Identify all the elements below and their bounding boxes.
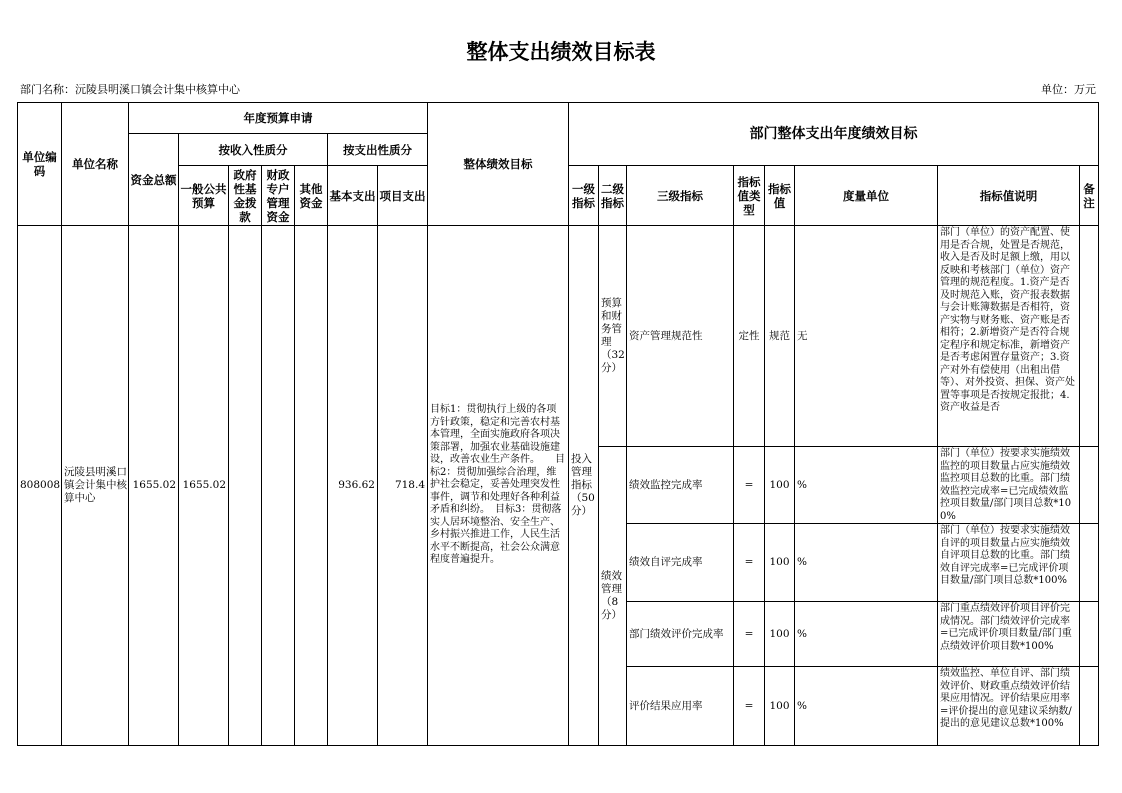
header-indicator-value: 指标值 [765, 166, 795, 226]
header-level1: 一级指标 [569, 166, 599, 226]
header-annual-budget: 年度预算申请 [129, 103, 428, 134]
measure-unit-cell: % [795, 524, 938, 602]
header-other-funds: 其他资金 [295, 166, 328, 226]
header-total-funds: 资金总额 [129, 134, 179, 226]
indicator-value-cell: 100 [765, 602, 795, 667]
value-desc-cell: 部门（单位）的资产配置、使用是否合规，处置是否规范，收入是否及时足额上缴，用以反映和考核部门（单位）资产管理的规范程度。1.资产是否及时规范入账，资产报表数据与会计账簿数据是否相符，资产实物与财务账、资产账是否相符；2.新增资产是否符合规定程序和规定标准，新增资产是否考虑闲置存量资产；3.资产对外有偿使用（出租出借等）、对外投资、担保、资产处置等事项是否按规定报批；4.资产收益是否 [940, 227, 1075, 413]
indicator-type-cell: 定性 [734, 226, 765, 447]
project-expense-cell: 718.4 [378, 226, 428, 746]
indicator-value-cell: 100 [765, 524, 795, 602]
level3-cell: 评价结果应用率 [627, 667, 734, 746]
value-desc-cell: 部门（单位）按要求实施绩效自评的项目数量占应实施绩效自评项目总数的比重。部门绩效自评完成率=已完成评价项目数量/部门项目总数*100% [940, 525, 1070, 586]
value-desc-cell: 部门（单位）按要求实施绩效监控的项目数量占应实施绩效监控项目总数的比重。部门绩效监控完成率=已完成绩效监控项目数量/部门项目总数*100% [940, 448, 1072, 522]
general-budget-cell: 1655.02 [179, 226, 229, 746]
unit-code-cell: 808008 [18, 226, 62, 746]
header-finance-special: 财政专户管理资金 [262, 166, 295, 226]
header-value-desc: 指标值说明 [938, 166, 1080, 226]
performance-target-table [17, 102, 1099, 746]
header-unit-name: 单位名称 [62, 103, 129, 226]
indicator-type-cell: = [734, 602, 765, 667]
page-title: 整体支出绩效目标表 [466, 40, 656, 64]
header-dept-goal: 部门整体支出年度绩效目标 [569, 103, 1099, 166]
basic-expense-cell: 936.62 [328, 226, 378, 746]
remark-cell [1080, 667, 1099, 746]
level1-cell: 投入管理指标（50分） [569, 226, 599, 746]
header-basic-expense: 基本支出 [328, 166, 378, 226]
value-desc-cell: 绩效监控、单位自评、部门绩效评价、财政重点绩效评价结果应用情况。评价结果应用率=评价提出的意见建议采纳数/提出的意见建议总数*100% [940, 668, 1072, 729]
header-by-income: 按收入性质分 [179, 134, 328, 166]
header-level2: 二级指标 [599, 166, 627, 226]
indicator-type-cell: = [734, 667, 765, 746]
other-funds-cell [295, 226, 328, 746]
level3-cell: 绩效自评完成率 [627, 524, 734, 602]
gov-fund-cell [229, 226, 262, 746]
header-by-expense: 按支出性质分 [328, 134, 428, 166]
total-funds-cell: 1655.02 [129, 226, 179, 746]
header-indicator-type: 指标值类型 [734, 166, 765, 226]
header-unit-code: 单位编码 [18, 103, 62, 226]
measure-unit-cell: % [795, 447, 938, 524]
header-level3: 三级指标 [627, 166, 734, 226]
remark-cell [1080, 602, 1099, 667]
department-name: 部门名称：沅陵县明溪口镇会计集中核算中心 [20, 83, 240, 96]
value-desc-cell: 部门重点绩效评价项目评价完成情况。部门绩效评价完成率=已完成评价项目数量/部门重点绩效评价项目数*100% [940, 603, 1072, 652]
measure-unit-cell: % [795, 602, 938, 667]
indicator-value-cell: 100 [765, 447, 795, 524]
measure-unit-cell: % [795, 667, 938, 746]
overall-goal-cell: 目标1：贯彻执行上级的各项方针政策，稳定和完善农村基本管理，全面实施政府各项决策部署，加强农业基础设施建设，改善农业生产条件。 目标2：贯彻加强综合治理，维护社会稳定，妥善处理突发性事件，调节和处理好各种利益矛盾和纠纷。 目标3：贯彻落实人居环境整治、安全生产、乡村振兴推进工作，人民生活水平不断提高，社会公众满意程度普遍提升。 [428, 226, 569, 746]
indicator-value-cell: 100 [765, 667, 795, 746]
level3-cell: 资产管理规范性 [627, 226, 734, 447]
remark-cell [1080, 226, 1099, 447]
header-overall-goal: 整体绩效目标 [428, 103, 569, 226]
indicator-value-cell: 规范 [765, 226, 795, 447]
remark-cell [1080, 447, 1099, 524]
measure-unit-cell: 无 [795, 226, 938, 447]
indicator-type-cell: = [734, 524, 765, 602]
level3-cell: 绩效监控完成率 [627, 447, 734, 524]
header-measure-unit: 度量单位 [795, 166, 938, 226]
header-project-expense: 项目支出 [378, 166, 428, 226]
finance-special-cell [262, 226, 295, 746]
indicator-type-cell: = [734, 447, 765, 524]
unit-name-cell: 沅陵县明溪口镇会计集中核算中心 [62, 226, 129, 746]
unit-label: 单位：万元 [1041, 83, 1096, 96]
level2-cell: 绩效管理（8分） [599, 447, 627, 746]
header-general-budget: 一般公共预算 [179, 166, 229, 226]
header-remark: 备注 [1080, 166, 1099, 226]
level3-cell: 部门绩效评价完成率 [627, 602, 734, 667]
remark-cell [1080, 524, 1099, 602]
header-gov-fund: 政府性基金拨款 [229, 166, 262, 226]
level2-cell: 预算和财务管理（32分） [599, 226, 627, 447]
